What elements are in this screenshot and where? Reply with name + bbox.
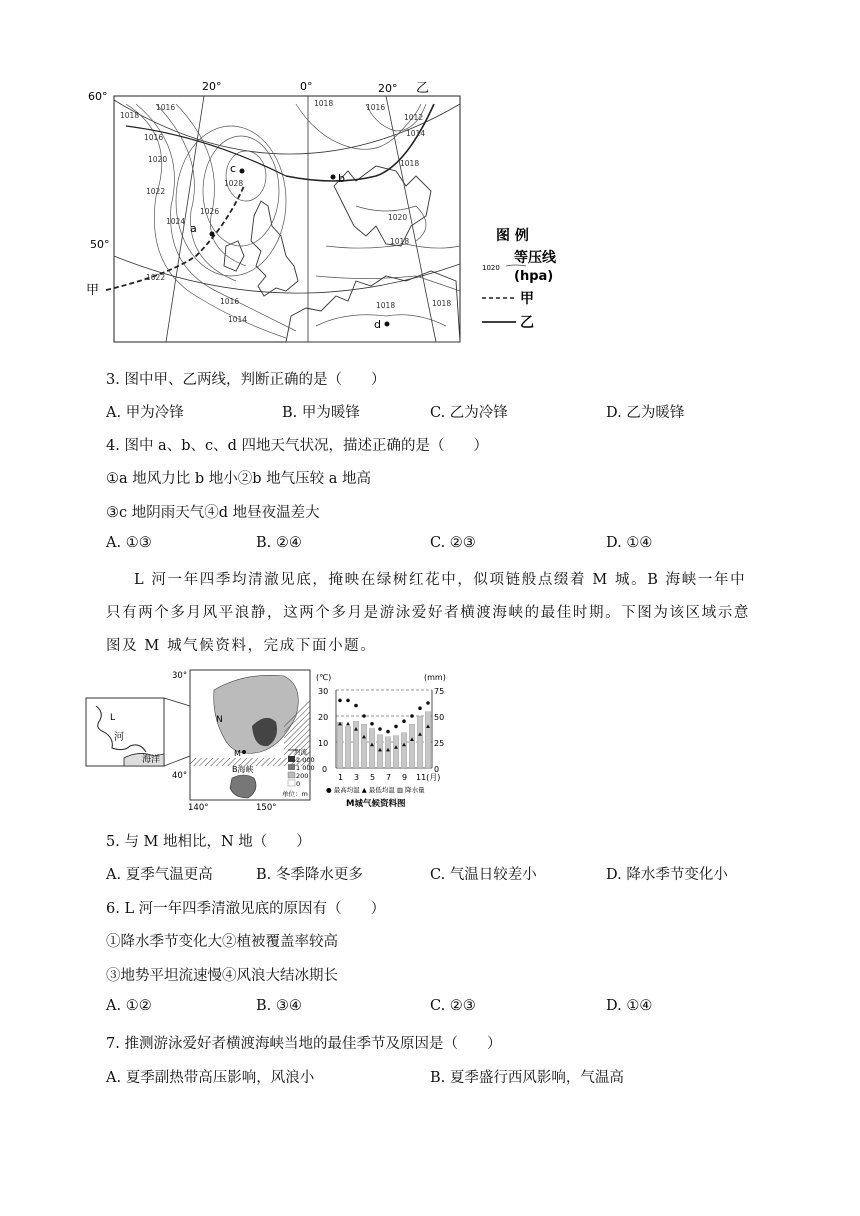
isobar-label: 1018: [314, 99, 334, 108]
climate-left-tick: 20: [318, 713, 329, 722]
svg-text:单位：m: 单位：m: [282, 790, 308, 798]
point-a-label: a: [190, 222, 197, 235]
svg-text:200: 200: [296, 772, 309, 780]
svg-text:图 例: 图 例: [496, 228, 529, 244]
map-label-strait: B海峡: [232, 765, 254, 774]
climate-right-tick: 50: [434, 713, 445, 722]
climate-month-label: 3: [354, 773, 360, 782]
map-legend: [482, 227, 557, 331]
isobar-label: 1018: [376, 301, 396, 310]
map-label-40: 40°: [172, 771, 188, 781]
isobar-label: 1020: [388, 213, 408, 222]
map-label-150: 150°: [256, 803, 277, 812]
svg-text:甲: 甲: [520, 291, 534, 307]
q3-option-d[interactable]: D. 乙为暖锋: [606, 405, 685, 421]
max-temp-point: [426, 701, 430, 705]
point-d-label: d: [374, 318, 381, 331]
isobar-label: 1014: [406, 129, 426, 138]
q5-option-d[interactable]: D. 降水季节变化小: [606, 867, 728, 883]
map-label-30: 30°: [172, 671, 188, 681]
climate-month-label: 11(月): [416, 773, 441, 782]
point-a-marker: [210, 232, 215, 237]
isobar-label: 1012: [404, 113, 424, 122]
precipitation-bar: [409, 724, 415, 768]
weather-map-figure: [86, 76, 586, 348]
climate-month-label: 9: [402, 773, 408, 782]
map-label-140: 140°: [188, 803, 209, 812]
climate-left-tick: 0: [322, 765, 328, 774]
q6-option-d[interactable]: D. ①④: [606, 998, 653, 1014]
q3-option-c[interactable]: C. 乙为冷锋: [430, 405, 508, 421]
precipitation-bar: [369, 728, 375, 768]
isobar-label: 1018: [400, 159, 420, 168]
climate-left-tick: 30: [318, 687, 329, 696]
map-label-n: N: [216, 715, 223, 725]
precipitation-bar: [393, 736, 399, 768]
q4-stem: 4. 图中 a、b、c、d 四地天气状况，描述正确的是（ ）: [106, 438, 488, 454]
svg-text:1 000: 1 000: [296, 764, 315, 772]
q6-statement-line-1: ①降水季节变化大②植被覆盖率较高: [106, 934, 338, 950]
precipitation-bar: [385, 737, 391, 768]
svg-text:河流: 河流: [294, 748, 307, 756]
q4-option-c[interactable]: C. ②③: [430, 535, 476, 551]
point-d-marker: [385, 322, 390, 327]
q5-option-a[interactable]: A. 夏季气温更高: [106, 867, 213, 883]
lat-60-label: 60°: [88, 90, 108, 103]
q4-option-b[interactable]: B. ②④: [256, 535, 302, 551]
max-temp-point: [418, 706, 422, 710]
isobar-label: 1020: [148, 155, 168, 164]
precipitation-bar: [425, 712, 431, 768]
climate-right-tick: 25: [434, 739, 445, 748]
q6-option-a[interactable]: A. ①②: [106, 998, 152, 1014]
svg-text:等压线: 等压线: [514, 250, 556, 266]
isobar-label: 1028: [224, 179, 244, 188]
reading-passage-text: L 河一年四季均清澈见底，掩映在绿树红花中，似项链般点缀着 M 城。B 海峡一年中只有两个多月风平浪静，这两个多月是游泳爱好者横渡海峡的最佳时期。下图为该区域示意图及 M 城气候资料，完成下面小题。: [106, 572, 750, 654]
isobar-label: 1022: [146, 273, 166, 282]
q4-statement-line-1: ①a 地风力比 b 地小②b 地气压较 a 地高: [106, 471, 372, 487]
point-c-marker: [240, 169, 245, 174]
climate-left-unit: (℃): [316, 673, 332, 682]
inset-label-sea: 海洋: [142, 755, 161, 765]
city-m-marker: [242, 750, 246, 754]
max-temp-point: [354, 704, 358, 708]
climate-title: M城气候资料图: [346, 799, 406, 809]
svg-text:乙: 乙: [520, 315, 534, 331]
q6-statement-line-2: ③地势平坦流速慢④风浪大结冰期长: [106, 968, 338, 984]
q5-option-c[interactable]: C. 气温日较差小: [430, 867, 537, 883]
isobar-label: 1016: [220, 297, 240, 306]
front-yi-label: 乙: [416, 81, 430, 96]
isobar-label: 1022: [146, 187, 166, 196]
q4-statement-line-2: ③c 地阴雨天气④d 地昼夜温差大: [106, 505, 320, 521]
q7-stem: 7. 推测游泳爱好者横渡海峡当地的最佳季节及原因是（ ）: [106, 1036, 502, 1052]
point-c-label: c: [230, 162, 237, 175]
q4-option-d[interactable]: D. ①④: [606, 535, 653, 551]
svg-text:1020: 1020: [482, 264, 500, 272]
lat-50-label: 50°: [90, 238, 110, 251]
q7-option-a[interactable]: A. 夏季副热带高压影响，风浪小: [106, 1070, 315, 1086]
climate-right-tick: 75: [434, 687, 445, 696]
precipitation-bar: [401, 733, 407, 768]
isobar-label: 1016: [144, 133, 164, 142]
inset-label-l: L: [110, 713, 116, 723]
max-temp-point: [338, 699, 342, 703]
lon-20e-label: 20°: [378, 82, 398, 95]
max-temp-point: [410, 714, 414, 718]
q5-stem: 5. 与 M 地相比，N 地（ ）: [106, 834, 311, 850]
max-temp-point: [362, 714, 366, 718]
q6-option-c[interactable]: C. ②③: [430, 998, 476, 1014]
q7-option-b[interactable]: B. 夏季盛行西风影响，气温高: [430, 1070, 624, 1086]
isobar-label: 1016: [156, 103, 176, 112]
q4-option-a[interactable]: A. ①③: [106, 535, 152, 551]
map-label-m: M: [234, 749, 241, 758]
climate-month-label: 5: [370, 773, 376, 782]
isobar-label: 1016: [366, 103, 386, 112]
q3-option-a[interactable]: A. 甲为冷锋: [106, 405, 184, 421]
precipitation-bar: [361, 724, 367, 768]
climate-right-tick: 0: [434, 765, 440, 774]
precipitation-bar: [417, 716, 423, 768]
isobar-label: 1026: [200, 207, 220, 216]
climate-legend: ● 最高均温 ▲ 最低均温 ▥ 降水量: [326, 786, 425, 794]
point-b-marker: [331, 175, 336, 180]
max-temp-point: [402, 719, 406, 723]
isobar-label: 1014: [228, 315, 248, 324]
q6-stem: 6. L 河一年四季清澈见底的原因有（ ）: [106, 901, 386, 917]
isobar-label: 1018: [390, 237, 410, 246]
q3-stem: 3. 图中甲、乙两线，判断正确的是（ ）: [106, 372, 386, 388]
front-jia-label: 甲: [86, 283, 100, 298]
max-temp-point: [378, 727, 382, 731]
max-temp-point: [394, 725, 398, 729]
climate-month-label: 7: [386, 773, 392, 782]
inset-label-river: 河: [114, 732, 124, 743]
max-temp-point: [370, 722, 374, 726]
q3-option-b[interactable]: B. 甲为暖锋: [282, 405, 360, 421]
point-b-label: b: [338, 172, 345, 185]
max-temp-point: [386, 730, 390, 734]
lon-20w-label: 20°: [202, 80, 222, 93]
svg-text:(hpa): (hpa): [514, 269, 554, 284]
svg-text:0: 0: [296, 780, 301, 788]
q5-option-b[interactable]: B. 冬季降水更多: [256, 867, 363, 883]
lon-0-label: 0°: [300, 80, 313, 93]
q6-option-b[interactable]: B. ③④: [256, 998, 302, 1014]
climate-month-label: 1: [338, 773, 344, 782]
svg-text:2 000: 2 000: [296, 756, 315, 764]
min-temp-point: [346, 722, 350, 726]
region-figure: [84, 666, 464, 812]
isobar-label: 1018: [432, 299, 452, 308]
climate-chart: [336, 690, 432, 768]
climate-right-unit: (mm): [424, 673, 446, 682]
max-temp-point: [346, 699, 350, 703]
precipitation-bar: [345, 726, 351, 768]
isobar-label: 1018: [120, 111, 140, 120]
reading-passage: [106, 564, 756, 663]
precipitation-bar: [337, 722, 343, 768]
climate-left-tick: 10: [318, 739, 329, 748]
isobar-label: 1024: [166, 217, 186, 226]
